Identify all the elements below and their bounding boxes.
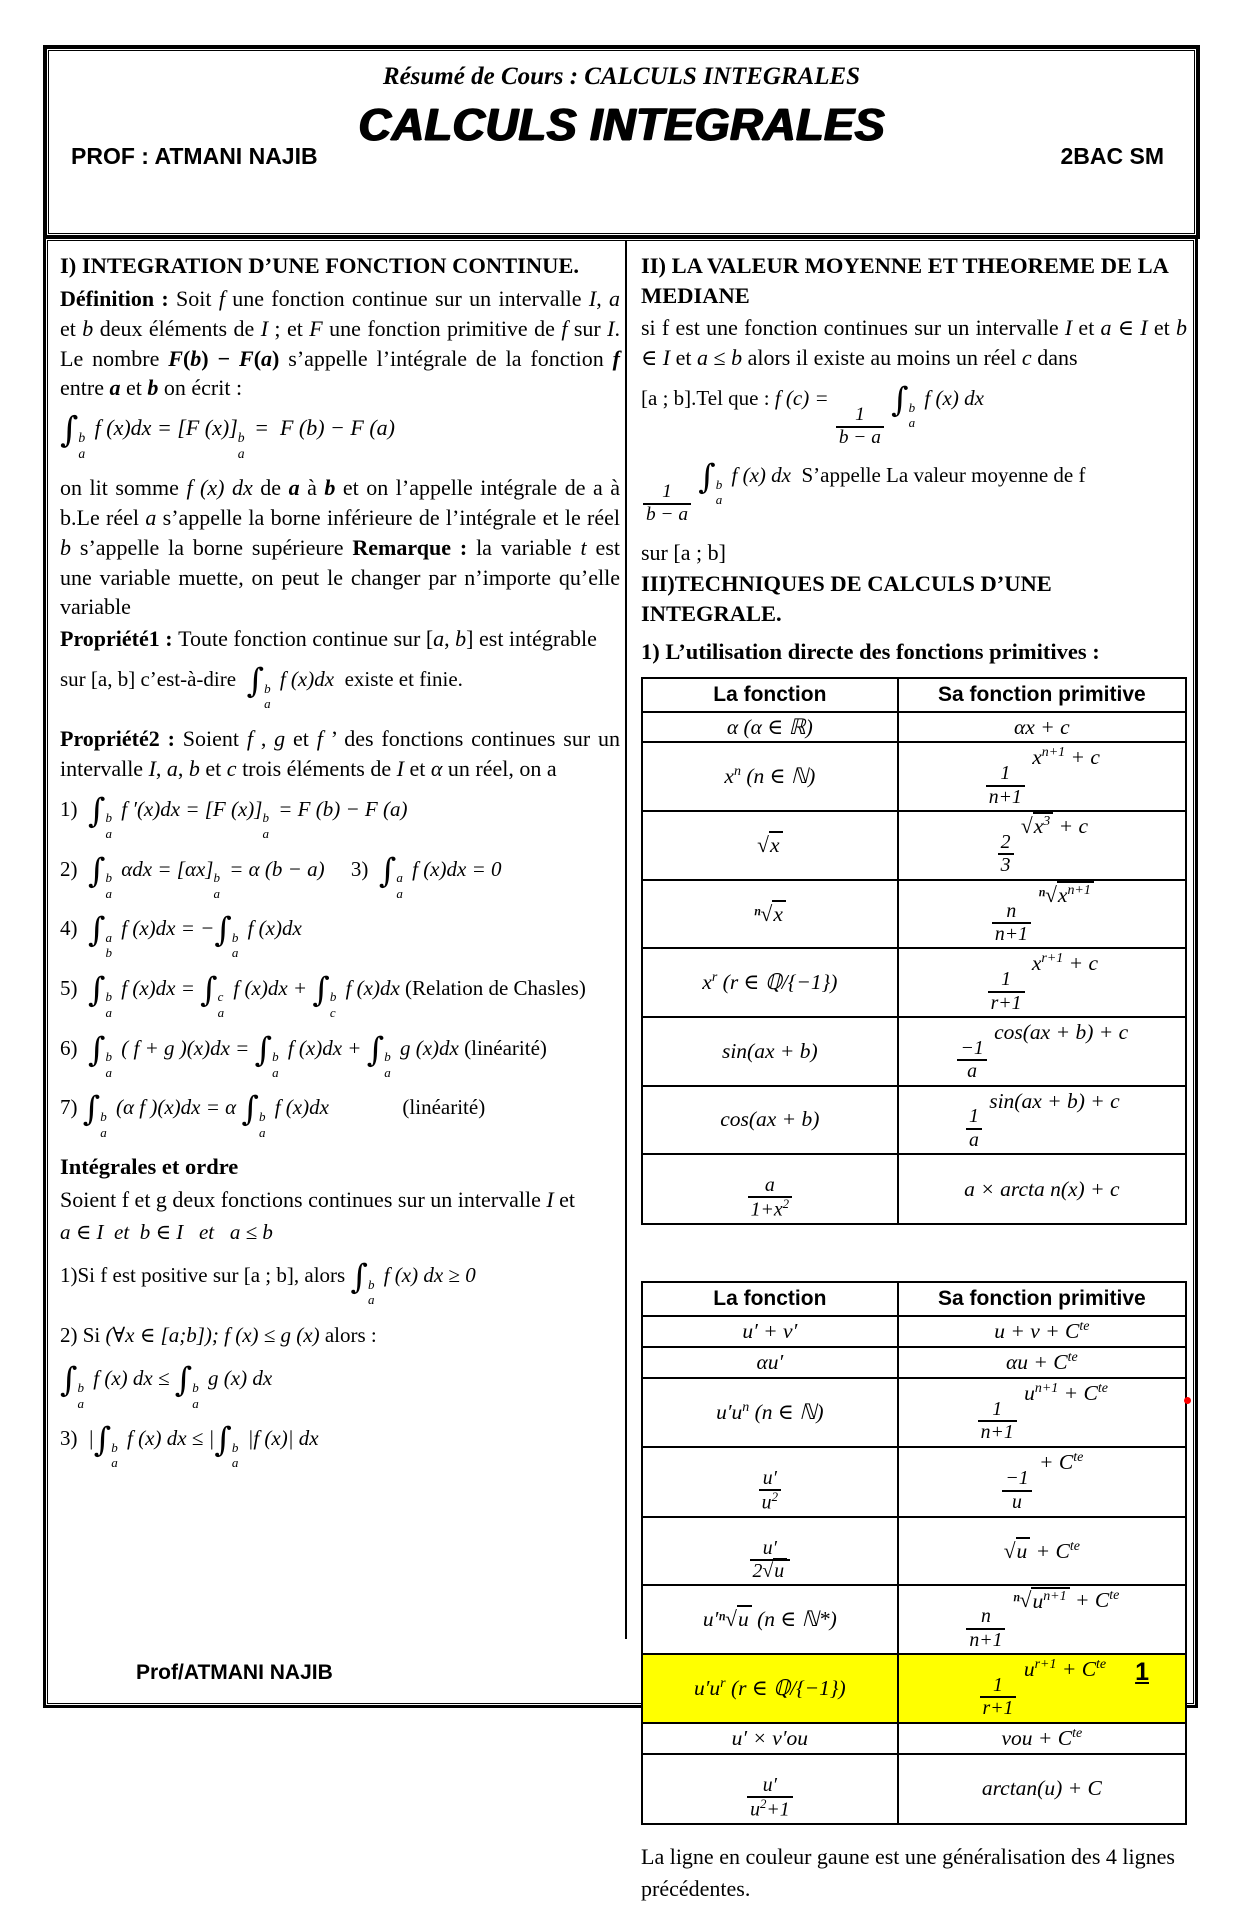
- table-row: [642, 1316, 1186, 1347]
- function-cell: $u'u^r$ (r ∈ ℚ/{−1}): [642, 1654, 898, 1723]
- footer-author: Prof/ATMANI NAJIB: [136, 1661, 333, 1684]
- primitive-cell: vou + $C^{te}$: [898, 1723, 1186, 1754]
- table-row: [642, 742, 1186, 811]
- primitive-cell: $\frac{1}{r+1}$ $u^{r+1} + C^{te}$: [898, 1654, 1186, 1723]
- table-row: [642, 1154, 1186, 1224]
- function-cell: α (α ∈ ℝ): [642, 712, 898, 743]
- section-3-heading: III)TECHNIQUES DE CALCULS D’UNE INTEGRALE.: [641, 571, 1052, 627]
- section-2-heading: II) LA VALEUR MOYENNE ET THEOREME DE LA MEDIANE: [641, 253, 1168, 308]
- property1-formula: sur [a, b] c’est-à-dire ∫ b a f (x)dx existe et finie.: [60, 661, 463, 712]
- primitive-cell: $\frac{1}{r+1}$ $x^{r+1} + c$: [898, 948, 1186, 1017]
- table-row: [642, 1517, 1186, 1586]
- primitive-cell: $u + v + C^{te}$: [898, 1316, 1186, 1347]
- course-subtitle: Résumé de Cours : CALCULS INTEGRALES: [382, 63, 861, 90]
- order-heading: Intégrales et ordre: [60, 1154, 239, 1180]
- table-row: [642, 811, 1186, 880]
- property-item-6: 6) ∫ b a ( f + g )(x)dx = ∫ b a f (x)dx + ∫ b a g (x)dx (linéarité): [60, 1029, 547, 1080]
- table-row: [642, 1723, 1186, 1754]
- function-cell: ⁿ√x: [642, 880, 898, 949]
- function-cell: $\frac{a}{1+x^2}$: [642, 1154, 898, 1224]
- table-row: [642, 1754, 1186, 1824]
- order-intro: Soient f et g deux fonctions continues sur un intervalle I et: [60, 1186, 576, 1212]
- primitive-cell: arctan(u) + C: [898, 1754, 1186, 1824]
- primitive-cell: $\alpha u + C^{te}$: [898, 1347, 1186, 1378]
- order-item-2-formula: ∫ b a f (x) dx ≤ ∫ b a g (x) dx: [60, 1360, 273, 1411]
- order-item-2: 2) Si (∀x ∈ [a;b]); f (x) ≤ g (x) alors :: [60, 1322, 377, 1347]
- property2-paragraph: Propriété2 : Soient f , g et f ’ des fonctions continues sur un intervalle I, a, b et c trois éléments de I et α un réel, on a: [60, 726, 620, 781]
- professor-name: PROF : ATMANI NAJIB: [71, 143, 318, 169]
- order-item-1: 1)Si f est positive sur [a ; b], alors ∫ b a f (x) dx ≥ 0: [60, 1257, 476, 1308]
- table-row: [642, 1347, 1186, 1378]
- content-inner-border: [47, 240, 1194, 1901]
- right-column: [641, 249, 1187, 1907]
- primitive-cell: $\frac{-1}{a}$ cos(ax + b) + c: [898, 1017, 1186, 1086]
- reading-paragraph: on lit somme f (x) dx de a à b et on l’appelle intégrale de a à b.Le réel a s’appelle la borne inférieure de l’intégrale et le réel b s’appelle la borne supérieure Remarque : la variable t est une variable muette, on peut le changer par n’importe qu’elle variable: [60, 474, 621, 620]
- function-cell: $\frac{u'}{2√u}$: [642, 1517, 898, 1586]
- section-1-heading: I) INTEGRATION D’UNE FONCTION CONTINUE.: [60, 253, 580, 278]
- property-item-5: 5) ∫ b a f (x)dx = ∫ c a f (x)dx + ∫ b c f (x)dx (Relation de Chasles): [60, 970, 586, 1021]
- primitive-cell: $\frac{1}{a}$ sin(ax + b) + c: [898, 1086, 1186, 1155]
- primitive-cell: $\frac{2}{3}$ $√x^3 + c$: [898, 811, 1186, 880]
- column-header-function: La fonction: [642, 1282, 898, 1316]
- function-cell: $x^n$ (n ∈ ℕ): [642, 742, 898, 811]
- primitive-cell: $√u + C^{te}$: [898, 1517, 1186, 1586]
- red-marker-dot: [1184, 1397, 1191, 1404]
- property-item-2-3: 2) ∫ b a αdx = [αx] b a = α (b − a) 3) ∫ a a f (x)dx = 0: [60, 850, 502, 901]
- subsection-1-heading: 1) L’utilisation directe des fonctions primitives :: [641, 638, 1100, 664]
- function-cell: $x^r$ (r ∈ ℚ/{−1}): [642, 948, 898, 1017]
- content-box: [43, 236, 1198, 1901]
- function-cell: u′ⁿ√u (n ∈ ℕ*): [642, 1585, 898, 1654]
- table-row: [642, 1447, 1186, 1517]
- function-cell: $u'u^n$ (n ∈ ℕ): [642, 1378, 898, 1447]
- primitive-cell: αx + c: [898, 712, 1186, 743]
- table-row: [642, 712, 1186, 743]
- mean-value-name: $\frac{1}{b - a}$ ∫ b a f (x) dx S’appelle La valeur moyenne de f: [641, 460, 1187, 525]
- left-column: [60, 249, 620, 1483]
- header-inner-border: [48, 50, 1195, 234]
- primitive-cell: $\frac{-1}{u}$ + $C^{te}$: [898, 1447, 1186, 1517]
- function-cell: u′ × v′ou: [642, 1723, 898, 1754]
- column-header-primitive: Sa fonction primitive: [898, 1282, 1186, 1316]
- footer-page-number: 1: [1135, 1658, 1149, 1686]
- property-item-4: 4) ∫ a b f (x)dx = −∫ b a f (x)dx: [60, 910, 302, 961]
- course-title: CALCULS INTEGRALES: [358, 99, 885, 150]
- table-header-row: [642, 1282, 1186, 1316]
- mean-value-intro: si f est une fonction continues sur un intervalle I et a ∈ I et b ∈ I et a ≤ b alors il existe au moins un réel c dans: [641, 315, 1187, 371]
- column-header-function: La fonction: [642, 678, 898, 712]
- primitive-cell: $\frac{n}{n+1}$ $^n√x^{n+1}$: [898, 880, 1186, 949]
- table-row: [642, 1585, 1186, 1654]
- primitives-table-1: [641, 677, 1187, 1226]
- table-row: [642, 1086, 1186, 1155]
- table-row: [642, 948, 1186, 1017]
- table-row: [642, 880, 1186, 949]
- mean-value-formula: [a ; b].Tel que : f (c) = $\frac{1}{b - a}$ ∫ b a f (x) dx: [641, 380, 984, 448]
- column-header-primitive: Sa fonction primitive: [898, 678, 1186, 712]
- function-cell: $\frac{u'}{u^2}$: [642, 1447, 898, 1517]
- column-divider: [625, 241, 627, 1639]
- property1-paragraph: Propriété1 : Toute fonction continue sur [a, b] est intégrable: [60, 626, 597, 652]
- order-intro-math: a ∈ I et b ∈ I et a ≤ b: [60, 1219, 273, 1244]
- primitive-cell: $\frac{1}{n+1}$ $x^{n+1} + c$: [898, 742, 1186, 811]
- primitive-cell: $\frac{1}{n+1}$ $u^{n+1} + C^{te}$: [898, 1378, 1186, 1447]
- class-level: 2BAC SM: [1060, 143, 1164, 169]
- primitive-cell: $\frac{n}{n+1}$ $^n√u^{n+1} + C^{te}$: [898, 1585, 1186, 1654]
- function-cell: sin(ax + b): [642, 1017, 898, 1086]
- integral-definition-formula: ∫ b a f (x)dx = [F (x)] b a = F (b) − F (a): [60, 409, 395, 462]
- primitives-table-2: [641, 1281, 1187, 1825]
- function-cell: u′ + v′: [642, 1316, 898, 1347]
- function-cell: αu′: [642, 1347, 898, 1378]
- order-item-3: 3) |∫ b a f (x) dx ≤ |∫ b a |f (x)| dx: [60, 1420, 319, 1471]
- table-row: [642, 1378, 1186, 1447]
- function-cell: √x: [642, 811, 898, 880]
- function-cell: $\frac{u'}{u^2+1}$: [642, 1754, 898, 1824]
- header-box: [43, 45, 1200, 239]
- table-row: [642, 1017, 1186, 1086]
- highlight-note: La ligne en couleur gaune est une généralisation des 4 lignes précédentes.: [641, 1843, 1175, 1901]
- mean-value-interval: sur [a ; b]: [641, 539, 726, 565]
- function-cell: cos(ax + b): [642, 1086, 898, 1155]
- table-row: [642, 1654, 1186, 1723]
- property-item-7: 7) ∫ b a (α f )(x)dx = α ∫ b a f (x)dx (linéarité): [60, 1089, 486, 1140]
- definition-paragraph: Définition : Soit f une fonction continue sur un intervalle I, a et b deux éléments de I ; et F une fonction primitive de f sur I. Le nombre F(b) − F(a) s’appelle l’intégrale de la fonction f entre a et b on écrit :: [60, 285, 620, 401]
- property-item-1: 1) ∫ b a f ′(x)dx = [F (x)] b a = F (b) − F (a): [60, 790, 408, 841]
- primitive-cell: a × arcta n(x) + c: [898, 1154, 1186, 1224]
- table-header-row: [642, 678, 1186, 712]
